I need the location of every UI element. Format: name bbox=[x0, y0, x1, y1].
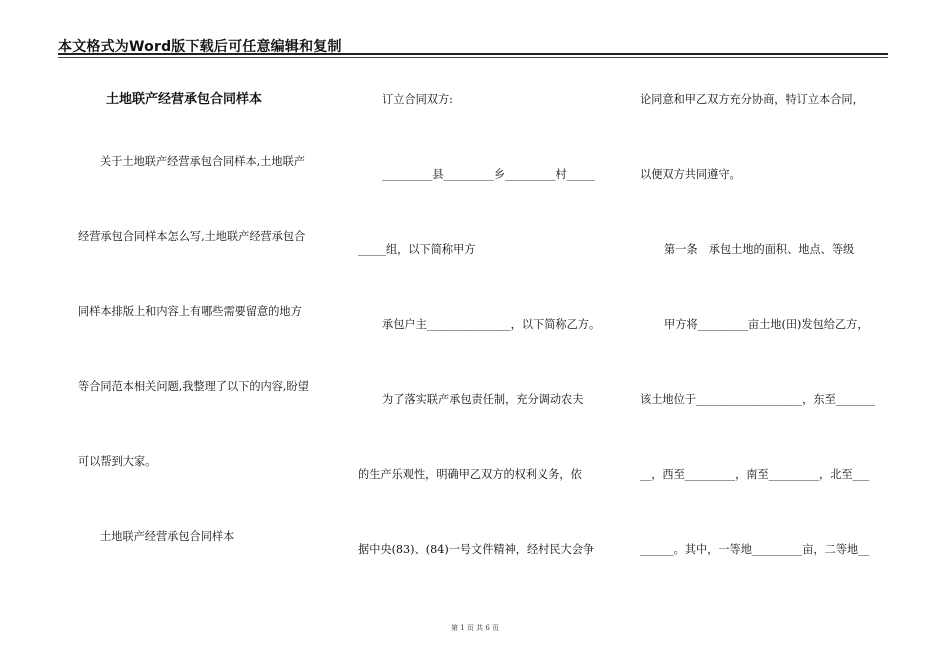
text-line: 据中央(83)、(84)一号文件精神，经村民大会争 bbox=[358, 543, 595, 556]
document-header: 本文格式为Word版下载后可任意编辑和复制 bbox=[58, 39, 342, 55]
text-line: 等合同范本相关问题,我整理了以下的内容,盼望 bbox=[78, 380, 309, 393]
text-line: _________县_________乡_________村_____ bbox=[382, 168, 595, 181]
text-line: 同样本排版上和内容上有哪些需要留意的地方 bbox=[78, 305, 302, 318]
text-line: 论同意和甲乙双方充分协商，特订立本合同， bbox=[640, 93, 864, 106]
text-line: _____组，以下简称甲方 bbox=[358, 243, 476, 256]
text-line: 甲方将_________亩土地(田)发包给乙方， bbox=[664, 318, 869, 331]
text-line: 订立合同双方: bbox=[382, 93, 453, 106]
contract-title: 土地联产经营承包合同样本 bbox=[106, 92, 263, 107]
text-line: 以便双方共同遵守。 bbox=[640, 168, 741, 181]
text-line: 为了落实联产承包责任制，充分调动农夫 bbox=[382, 393, 584, 406]
text-line: __，西至_________，南至_________，北至___ bbox=[640, 468, 870, 481]
text-line: 关于土地联产经营承包合同样本,土地联产 bbox=[100, 155, 305, 168]
section-heading: 土地联产经营承包合同样本 bbox=[100, 530, 235, 543]
text-line: 的生产乐观性，明确甲乙双方的权利义务，依 bbox=[358, 468, 582, 481]
article-heading: 第一条 承包土地的面积、地点、等级 bbox=[664, 243, 855, 256]
text-line: 该土地位于___________________，东至_______ bbox=[640, 393, 875, 406]
page-number: 第 1 页 共 6 页 bbox=[450, 624, 500, 632]
text-line: ______。其中，一等地_________亩，二等地__ bbox=[640, 543, 870, 556]
text-line: 承包户主_______________，以下简称乙方。 bbox=[382, 318, 601, 331]
text-line: 可以帮到大家。 bbox=[78, 455, 157, 468]
header-rule bbox=[58, 53, 888, 55]
text-line: 经营承包合同样本怎么写,土地联产经营承包合 bbox=[78, 230, 306, 243]
header-rule-thin bbox=[58, 57, 888, 58]
